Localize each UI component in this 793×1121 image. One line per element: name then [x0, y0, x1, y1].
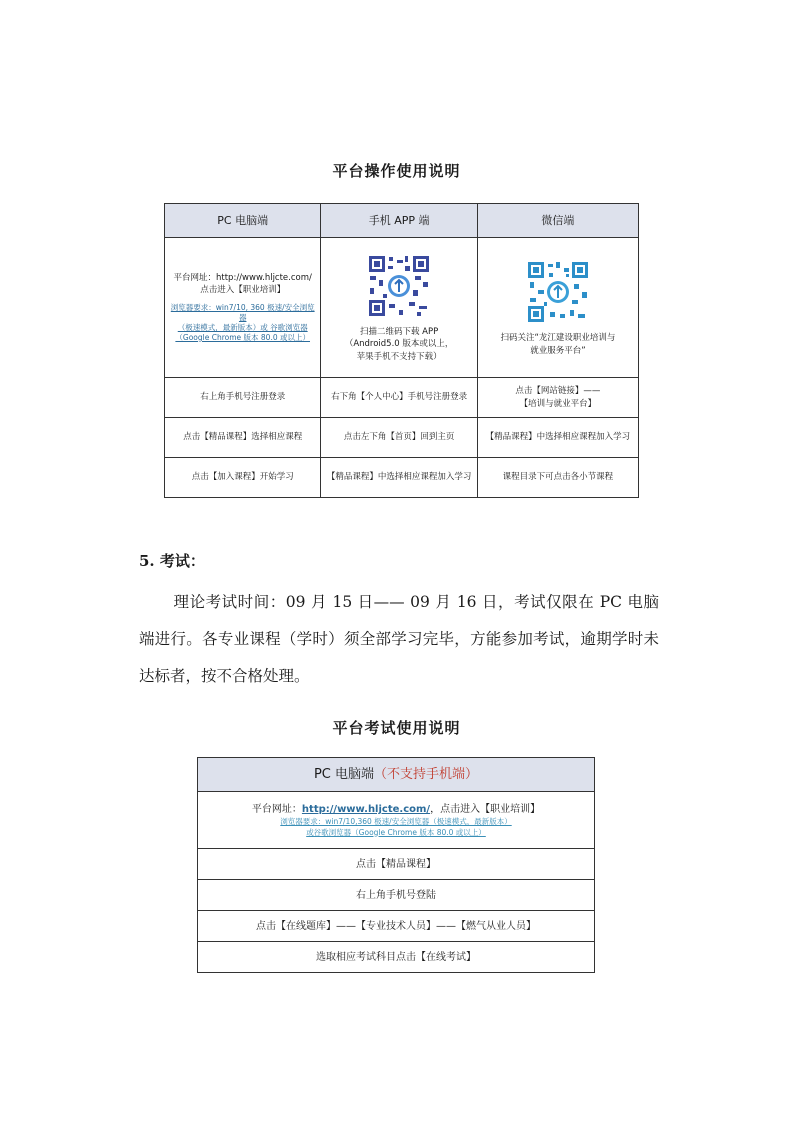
- browser-note-1: 浏览器要求：win7/10, 360 极速/安全浏览器: [170, 302, 315, 322]
- app-cell: [321, 238, 477, 378]
- exam-browser-note-2: 或谷歌浏览器（Google Chrome 版本 80.0 或以上）: [306, 827, 486, 837]
- table-cell: 【精品课程】中选择相应课程加入学习: [477, 418, 638, 458]
- exam-url-prefix: 平台网址：: [251, 804, 302, 815]
- table-row: [165, 458, 639, 498]
- wechat-cell: [477, 238, 638, 378]
- table-row: [198, 792, 595, 849]
- qr-code-icon: [367, 254, 431, 318]
- exam-usage-table: [197, 757, 595, 973]
- table-cell: 点击【加入课程】开始学习: [165, 458, 321, 498]
- table-cell: 右下角【个人中心】手机号注册登录: [321, 378, 477, 418]
- table-cell: 点击【精品课程】选择相应课程: [165, 418, 321, 458]
- table-cell: 【精品课程】中选择相应课程加入学习: [321, 458, 477, 498]
- table-row: [165, 418, 639, 458]
- exam-url-cell: [198, 792, 595, 849]
- pc-enter-text: 点击进入【职业培训】: [200, 285, 286, 296]
- table-row: [165, 378, 639, 418]
- table-header-row: [198, 758, 595, 792]
- platform-usage-table: [164, 203, 639, 498]
- pc-cell: [165, 238, 321, 378]
- table-cell: 选取相应考试科目点击【在线考试】: [198, 942, 595, 973]
- table-cell: 点击【网站链接】—— 【培训与就业平台】: [477, 378, 638, 418]
- exam-browser-note-1: 浏览器要求：win7/10,360 极速/安全浏览器（极速模式，最新版本）: [280, 817, 512, 826]
- table-row: [165, 238, 639, 378]
- header-pc-exam: [198, 758, 595, 792]
- header-app: 手机 APP 端: [321, 204, 477, 238]
- table-cell: 右上角手机号登陆: [198, 880, 595, 911]
- exam-url-link[interactable]: http://www.hljcte.com/: [301, 804, 431, 815]
- app-scan-text: 扫描二维码下载 APP: [359, 327, 439, 338]
- wechat-follow-text: 扫码关注“龙江建设职业培训与: [500, 333, 616, 344]
- exam-paragraph: [139, 584, 659, 695]
- table-cell: 点击【在线题库】——【专业技术人员】——【燃气从业人员】: [198, 911, 595, 942]
- header-wechat: 微信端: [477, 204, 638, 238]
- browser-note-2: （极速模式，最新版本）或 谷歌浏览器: [177, 322, 308, 332]
- app-iphone-text: 苹果手机不支持下载）: [356, 351, 442, 362]
- qr-code-icon: [526, 260, 590, 324]
- header-pc-label: PC 电脑端: [313, 766, 375, 782]
- section-title-platform-usage: 平台操作使用说明: [332, 162, 461, 180]
- header-pc: PC 电脑端: [165, 204, 321, 238]
- app-version-text: （Android5.0 版本或以上，: [344, 339, 454, 350]
- section-title-exam-usage: 平台考试使用说明: [332, 719, 461, 737]
- exam-url-suffix: ，点击进入【职业培训】: [430, 804, 541, 815]
- table-row: [198, 942, 595, 973]
- table-row: [198, 880, 595, 911]
- header-no-mobile-note: （不支持手机端）: [374, 766, 479, 782]
- table-cell: 课程目录下可点击各小节课程: [477, 458, 638, 498]
- section-heading-exam: 5. 考试：: [139, 552, 205, 570]
- table-cell: 点击【精品课程】: [198, 849, 595, 880]
- table-row: [198, 911, 595, 942]
- browser-note-3: （Google Chrome 版本 80.0 或以上）: [175, 332, 310, 342]
- pc-url-text[interactable]: 平台网址：http://www.hljcte.com/: [173, 272, 312, 283]
- table-cell: 点击左下角【首页】回到主页: [321, 418, 477, 458]
- table-cell: 右上角手机号注册登录: [165, 378, 321, 418]
- table-row: [198, 849, 595, 880]
- wechat-platform-text: 就业服务平台”: [530, 345, 586, 356]
- exam-paragraph-text: 理论考试时间：09 月 15 日—— 09 月 16 日，考试仅限在 PC 电脑端进行。各专业课程（学时）须全部学习完毕，方能参加考试，逾期学时未达标者，按不合格处理。: [139, 593, 659, 685]
- table-header-row: [165, 204, 639, 238]
